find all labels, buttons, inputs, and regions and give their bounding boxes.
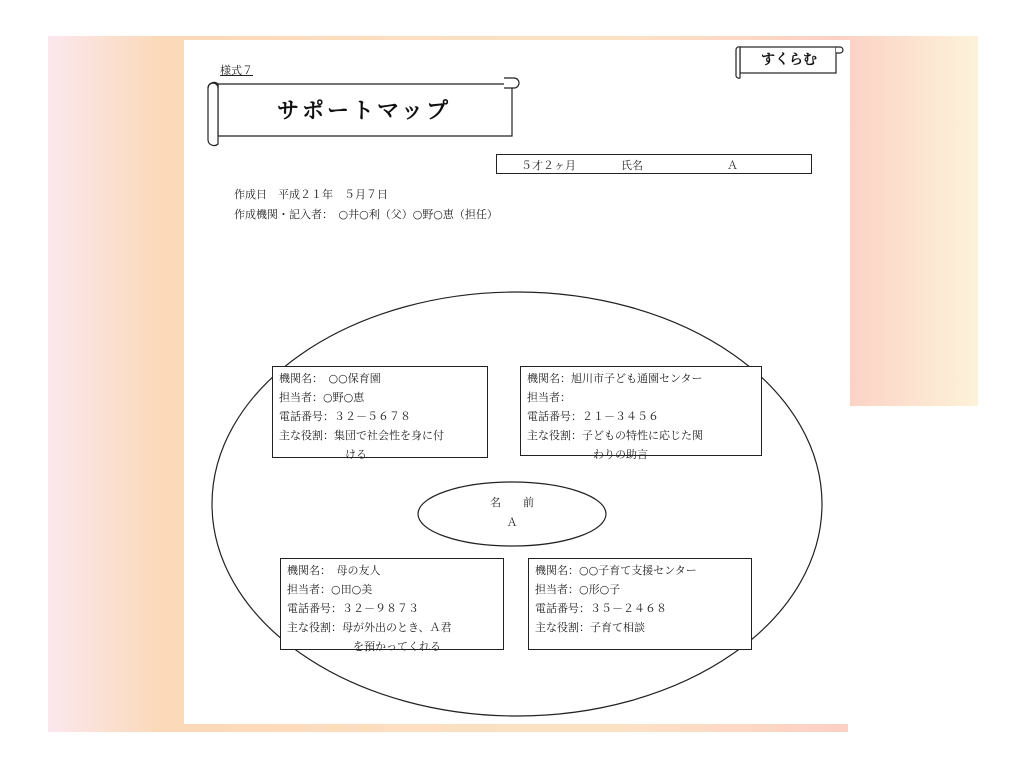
agency-role-continued: わりの助言 [593, 448, 648, 461]
form-number-label: 様式７ [220, 64, 253, 77]
agency-phone: 電話番号：３５－２４６８ [535, 602, 667, 615]
agency-box-child-center [520, 366, 762, 461]
page-title: サポートマップ [276, 99, 452, 124]
agency-name: 機関名： ○○保育園 [279, 372, 381, 385]
name-value: Ａ [727, 159, 738, 172]
agency-role-continued: を預かってくれる [353, 640, 441, 653]
created-date: 作成日 平成２１年 ５月７日 [234, 188, 388, 201]
agency-contact: 担当者：○形○子 [535, 583, 621, 596]
agency-phone: 電話番号：２１－３４５６ [527, 410, 659, 423]
center-name-value: Ａ [506, 516, 518, 529]
agency-role: 主な役割：子育て相談 [535, 621, 645, 634]
agency-box-childcare-support [528, 558, 752, 650]
center-name-label: 名 前 [490, 496, 534, 509]
child-age: ５才２ヶ月 [521, 159, 576, 172]
logo-text: すくらむ [761, 52, 817, 68]
agency-name: 機関名：○○子育て支援センター [535, 564, 697, 577]
agency-box-mothers-friend [280, 558, 504, 653]
agency-box-nursery [272, 366, 488, 461]
agency-phone: 電話番号：３２－９８７３ [287, 602, 419, 615]
agency-contact: 担当者： [527, 391, 571, 404]
agency-contact: 担当者：○野○恵 [279, 391, 365, 404]
agency-name: 機関名： 母の友人 [287, 564, 381, 577]
agency-role: 主な役割：子どもの特性に応じた関 [527, 429, 703, 442]
agency-role-continued: ける [345, 448, 367, 461]
agency-contact: 担当者：○田○美 [287, 583, 373, 596]
agency-name: 機関名：旭川市子ども通園センター [527, 372, 703, 385]
agency-role: 主な役割：集団で社会性を身に付 [279, 429, 444, 442]
agency-phone: 電話番号：３２－５６７８ [279, 410, 411, 423]
agency-role: 主な役割：母が外出のとき、Ａ君 [287, 621, 452, 634]
document-page [184, 40, 850, 724]
created-by: 作成機関・記入者： ○井○利（父）○野○恵（担任） [234, 208, 498, 221]
name-label: 氏名 [621, 159, 643, 172]
